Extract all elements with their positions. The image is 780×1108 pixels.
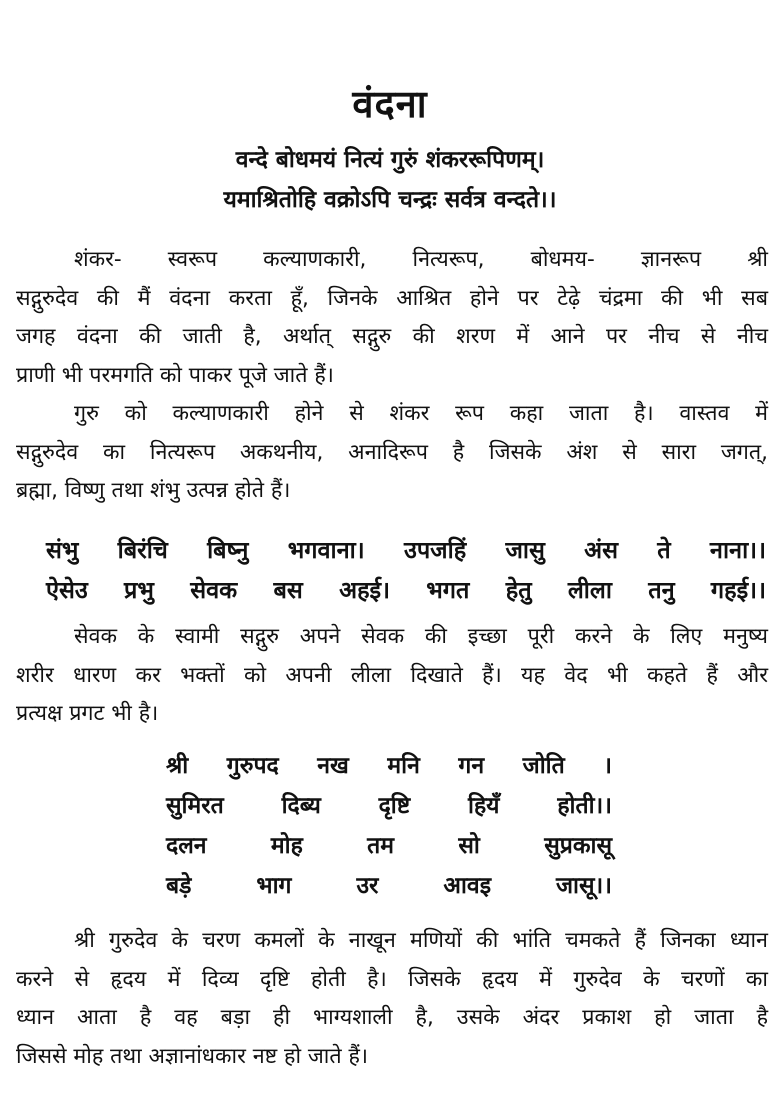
paragraph-line: ब्रह्मा, विष्णु तथा शंभु उत्पन्न होते हैं।	[16, 478, 291, 503]
paragraph-shloka-meaning	[16, 241, 768, 395]
verse-line: बड़े भाग उर आवइ जासू।।	[166, 873, 612, 899]
paragraph-line: गुरु को कल्याणकारी होने से शंकर रूप कहा जाता है। वास्तव में	[74, 401, 768, 426]
verse-line: ऐसेउ प्रभु सेवक बस अहई। भगत हेतु लीला तनु गहई।।	[46, 576, 766, 604]
paragraph-line: प्राणी भी परमगति को पाकर पूजे जाते हैं।	[16, 362, 334, 388]
paragraph-sevak-swami	[16, 618, 768, 734]
shloka-line: यमाश्रितोहि वक्रोऽपि चन्द्रः सर्वत्र वन्दते।।	[223, 187, 557, 213]
paragraph-line: सद्गुरुदेव की मैं वंदना करता हूँ, जिनके आश्रित होने पर टेढ़े चंद्रमा की भी सब	[16, 285, 768, 311]
verse-line: सुमिरत दिब्य दृष्टि हियँ होती।।	[166, 793, 612, 819]
paragraph-line: शंकर- स्वरूप कल्याणकारी, नित्यरूप, बोधमय- ज्ञानरूप श्री	[74, 247, 768, 272]
paragraph-line: जिससे मोह तथा अज्ञानांधकार नष्ट हो जाते हैं।	[16, 1043, 369, 1069]
paragraph-line: प्रत्यक्ष प्रगट भी है।	[16, 701, 159, 726]
paragraph-charan-kamal	[16, 922, 768, 1076]
verse-line: दलन मोह तम सो सुप्रकासू	[166, 833, 612, 859]
doha-verse	[166, 746, 612, 906]
paragraph-line: जगह वंदना की जाती है, अर्थात् सद्गुरु की शरण में आने पर नीच से नीच	[16, 324, 768, 349]
paragraph-line: करने से हृदय में दिव्य दृष्टि होती है। जिसके हृदय में गुरुदेव के चरणों का	[16, 966, 768, 992]
paragraph-line: शरीर धारण कर भक्तों को अपनी लीला दिखाते हैं। यह वेद भी कहते हैं और	[16, 662, 768, 688]
page-title: वंदना	[352, 82, 428, 126]
shloka-line: वन्दे बोधमयं नित्यं गुरुं शंकररूपिणम्।	[235, 147, 545, 173]
verse-line: श्री गुरुपद नख मनि गन जोति ।	[166, 753, 612, 779]
paragraph-line: श्री गुरुदेव के चरण कमलों के नाखून मणियों की भांति चमकते हैं जिनका ध्यान	[74, 928, 768, 953]
paragraph-line: ध्यान आता है वह बड़ा ही भाग्यशाली है, उसके अंदर प्रकाश हो जाता है	[16, 1005, 768, 1030]
paragraph-line: सेवक के स्वामी सद्गुरु अपने सेवक की इच्छा पूरी करने के लिए मनुष्य	[74, 624, 768, 649]
sanskrit-shloka	[0, 140, 780, 220]
paragraph-line: सद्गुरुदेव का नित्यरूप अकथनीय, अनादिरूप है जिसके अंश से सारा जगत्,	[16, 439, 768, 465]
chaupai-verse	[46, 530, 766, 610]
paragraph-guru-shankar	[16, 395, 768, 511]
verse-line: संभु बिरंचि बिष्नु भगवाना। उपजहिं जासु अंस ते नाना।।	[46, 536, 766, 564]
